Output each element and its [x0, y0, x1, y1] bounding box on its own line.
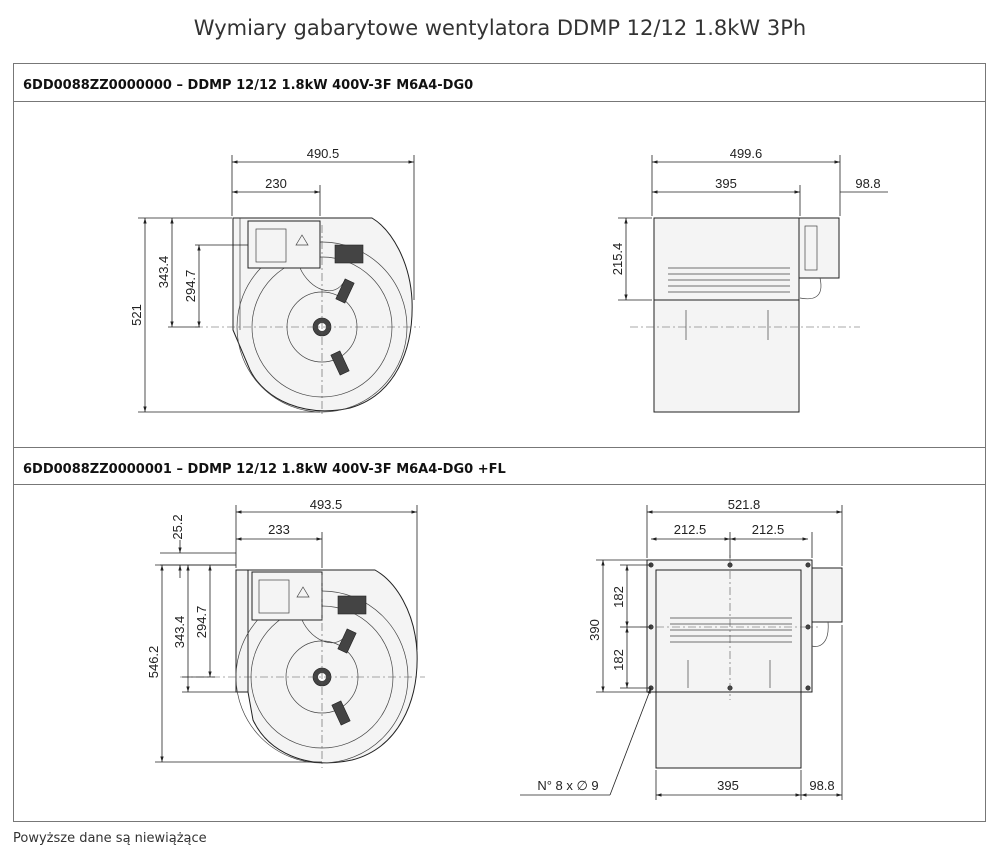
dim-flange-thickness: 25.2: [170, 514, 185, 540]
front-view-1: [610, 146, 888, 412]
section-header-flange: 6DD0088ZZ0000001 – DDMP 12/12 1.8kW 400V-3F M6A4-DG0 +FL: [14, 447, 985, 485]
page-title: Wymiary gabarytowe wentylatora DDMP 12/12 1.8kW 3Ph: [193, 16, 807, 40]
front-view-2: [520, 497, 842, 800]
dim-total-height: 521: [129, 304, 144, 326]
side-view-1: [129, 146, 420, 415]
dim-front-motor-overhang: 98.8: [809, 778, 835, 793]
dim-outlet-height: 343.4: [172, 615, 187, 649]
dim-front-housing-width: 395: [717, 778, 739, 793]
dim-front-half-left: 212.5: [673, 522, 707, 537]
dim-total-width: 493.5: [309, 497, 343, 512]
dim-inlet-offset: 233: [268, 522, 290, 537]
section-header-standard: 6DD0088ZZ0000000 – DDMP 12/12 1.8kW 400V-3F M6A4-DG0: [14, 64, 985, 102]
rating-plate: [338, 596, 366, 614]
holes-note: N° 8 x ∅ 9: [537, 778, 599, 793]
motor: [812, 568, 842, 622]
dim-axis-height: 294.7: [183, 269, 198, 303]
dim-front-motor-overhang: 98.8: [855, 176, 881, 191]
dim-front-total-width: 521.8: [727, 497, 761, 512]
dim-front-total-width: 499.6: [729, 146, 763, 161]
scroll-body: [654, 300, 799, 412]
disclaimer-note: Powyższe dane są niewiążące: [13, 831, 207, 846]
dim-total-height: 546.2: [146, 645, 161, 679]
side-view-2: [146, 497, 425, 768]
terminal-box: [248, 221, 320, 268]
outlet-flange: [236, 570, 248, 692]
rating-plate: [335, 245, 363, 263]
dim-front-half-upper: 182: [611, 586, 626, 608]
dim-outlet-height: 343.4: [156, 255, 171, 289]
dim-front-half-right: 212.5: [751, 522, 785, 537]
outlet-housing: [654, 218, 799, 300]
dim-inlet-offset: 230: [265, 176, 287, 191]
dim-total-width: 490.5: [306, 146, 340, 161]
dim-front-outlet-height: 215.4: [610, 242, 625, 276]
dim-front-flange-height: 390: [587, 619, 602, 641]
scroll-body: [656, 692, 801, 768]
dim-front-housing-width: 395: [715, 176, 737, 191]
dim-front-half-lower: 182: [611, 649, 626, 671]
dim-axis-height: 294.7: [194, 605, 209, 639]
outlet-housing: [656, 570, 801, 692]
